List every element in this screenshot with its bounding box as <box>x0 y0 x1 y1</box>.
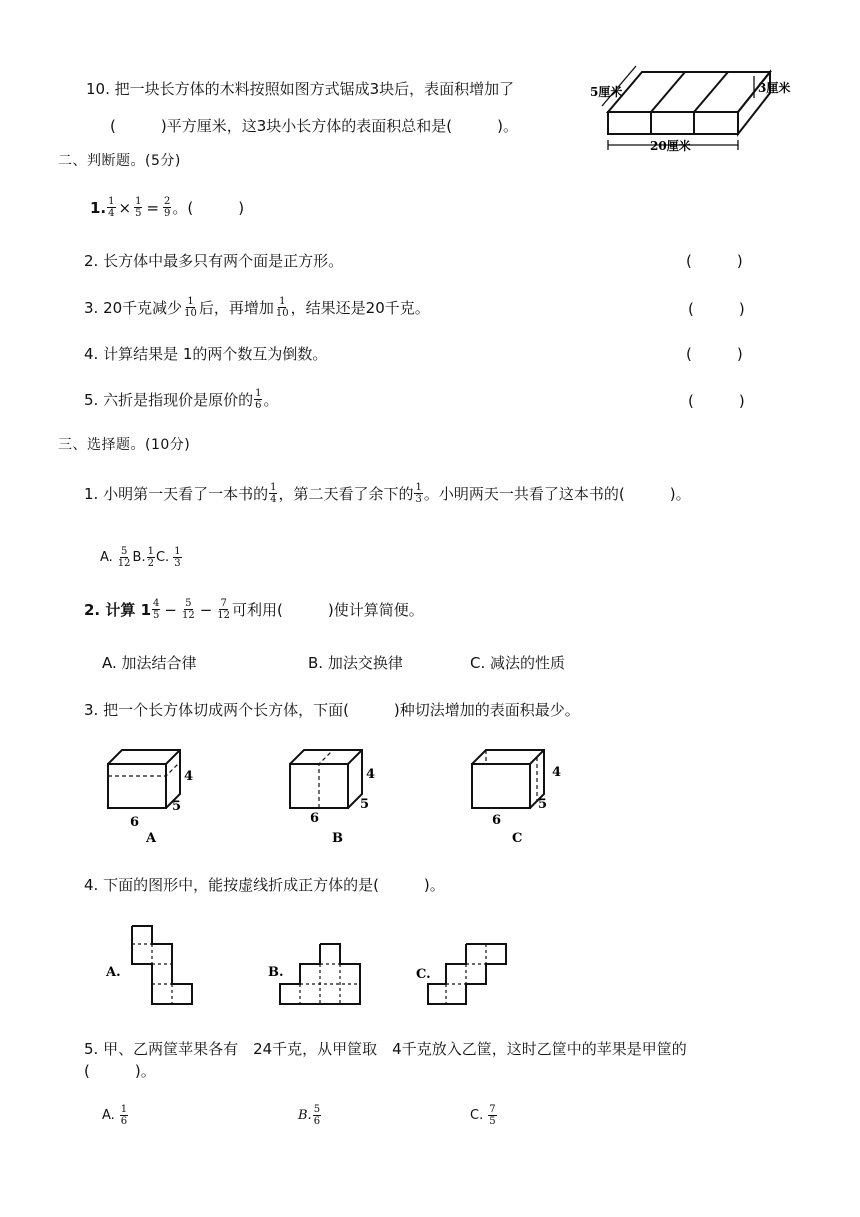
equals-sign: = <box>146 198 160 217</box>
q5-option-a[interactable] <box>102 1104 129 1127</box>
fraction: $\frac{1}{6}$ <box>120 1104 128 1127</box>
judge-5-text-a: 5. 六折是指现价是原价的 <box>84 391 254 409</box>
q1-text-a: 1. 小明第一天看了一本书的 <box>84 485 269 503</box>
q2-text-a: 2. 计算 1 <box>84 601 152 619</box>
dim-label: 6 <box>492 813 502 828</box>
judge-item-4: 4. 计算结果是 1的两个数互为倒数。 <box>84 345 328 363</box>
judge-item-1 <box>90 196 244 219</box>
answer-paren[interactable]: ( ) <box>686 252 743 270</box>
net-label-c: C. <box>416 967 431 982</box>
choice-q5-line2: ( )。 <box>84 1062 156 1080</box>
dim-label: 6 <box>310 811 320 826</box>
q5-option-c[interactable] <box>470 1104 498 1127</box>
judge-3-text-b: 后，再增加 <box>198 299 274 317</box>
choice-q5-line1: 5. 甲、乙两筐苹果各有 24千克，从甲筐取 4千克放入乙筐，这时乙筐中的苹果是甲筐的 <box>84 1040 687 1058</box>
fraction: $\frac{1}{5}$ <box>135 196 142 219</box>
q4-cube-nets <box>100 920 520 1010</box>
fraction: $\frac{5}{6}$ <box>313 1104 321 1127</box>
option-a[interactable]: A. <box>100 550 113 565</box>
choice-heading: 三、选择题。(10分) <box>58 437 191 453</box>
option-c[interactable]: C. <box>470 1108 484 1123</box>
fraction: $\frac{1}{4}$ <box>270 482 277 505</box>
choice-q1 <box>84 482 691 505</box>
dim-label: 4 <box>366 767 376 782</box>
option-b[interactable]: B. <box>298 1108 312 1123</box>
fraction: $\frac{1}{10}$ <box>184 296 197 319</box>
fraction: $\frac{7}{5}$ <box>489 1104 496 1127</box>
fig-label-a: A <box>146 831 157 846</box>
minus-sign: − <box>199 600 213 619</box>
fraction: $\frac{1}{2}$ <box>147 546 154 569</box>
answer-paren[interactable]: 。( ) <box>172 199 245 217</box>
net-label-a: A. <box>106 965 121 980</box>
fraction: $\frac{1}{3}$ <box>174 546 181 569</box>
dim-label: 4 <box>184 769 194 784</box>
minus-sign: − <box>164 600 177 619</box>
option-c[interactable]: C. 减法的性质 <box>470 654 566 672</box>
judge-3-text-c: ，结果还是20千克。 <box>290 299 430 317</box>
fraction: $\frac{4}{5}$ <box>153 598 160 621</box>
fraction: $\frac{7}{12}$ <box>217 598 231 621</box>
choice-q3: 3. 把一个长方体切成两个长方体，下面( )种切法增加的表面积最少。 <box>84 701 580 719</box>
dim-label: 6 <box>130 815 140 830</box>
q10-line2: ( )平方厘米，这3块小长方体的表面积总和是( )。 <box>110 117 518 135</box>
judge-3-text-a: 3. 20千克减少 <box>84 299 183 317</box>
wood-block-figure <box>590 60 840 160</box>
q1-text-b: ，第二天看了余下的 <box>278 485 414 503</box>
answer-paren[interactable]: ( ) <box>688 392 745 410</box>
judge-item-5 <box>84 388 278 411</box>
times-sign: × <box>118 198 132 217</box>
answer-paren[interactable]: ( ) <box>688 300 745 318</box>
fraction: $\frac{5}{12}$ <box>181 598 195 621</box>
answer-paren[interactable]: ( ) <box>686 345 743 363</box>
fraction: $\frac{5}{12}$ <box>117 546 131 569</box>
judge-1-prefix: 1. <box>90 198 107 217</box>
q5-option-b[interactable] <box>298 1104 322 1127</box>
dim-label: 5 <box>360 797 370 812</box>
fraction: $\frac{2}{9}$ <box>164 196 171 219</box>
fraction: $\frac{1}{6}$ <box>255 388 262 411</box>
q10-line1: 10. 把一块长方体的木料按照如图方式锯成3块后，表面积增加了 <box>86 80 515 98</box>
option-b[interactable]: B. 加法交换律 <box>308 654 403 672</box>
fig-label-b: B <box>332 831 343 846</box>
q2-text-b: 可利用( )使计算简便。 <box>232 601 424 619</box>
fig-label-5cm: 5厘米 <box>590 85 623 99</box>
q1-options <box>100 546 183 569</box>
fraction: $\frac{1}{3}$ <box>415 482 422 505</box>
dim-label: 4 <box>552 765 562 780</box>
choice-q2 <box>84 598 424 621</box>
option-a[interactable]: A. 加法结合律 <box>102 654 197 672</box>
judge-item-3 <box>84 296 430 319</box>
judge-5-text-c: 。 <box>263 391 279 409</box>
option-a[interactable]: A. <box>102 1108 115 1123</box>
option-c[interactable]: C. <box>155 550 170 565</box>
judge-heading: 二、判断题。(5分) <box>58 153 181 169</box>
dim-label: 5 <box>172 799 182 814</box>
q1-text-c: 。小明两天一共看了这本书的( )。 <box>423 485 691 503</box>
dim-label: 5 <box>538 797 548 812</box>
fig-label-20cm: 20厘米 <box>650 139 691 153</box>
net-label-b: B. <box>268 965 284 980</box>
choice-q4: 4. 下面的图形中，能按虚线折成正方体的是( )。 <box>84 876 445 894</box>
judge-item-2: 2. 长方体中最多只有两个面是正方形。 <box>84 252 344 270</box>
fig-label-c: C <box>512 831 523 846</box>
fraction: $\frac{1}{4}$ <box>108 196 115 219</box>
fraction: $\frac{1}{10}$ <box>275 296 289 319</box>
option-b[interactable]: B. <box>132 550 146 565</box>
q3-cuboid-figures <box>96 744 576 848</box>
fig-label-3cm: 3厘米 <box>758 81 791 95</box>
